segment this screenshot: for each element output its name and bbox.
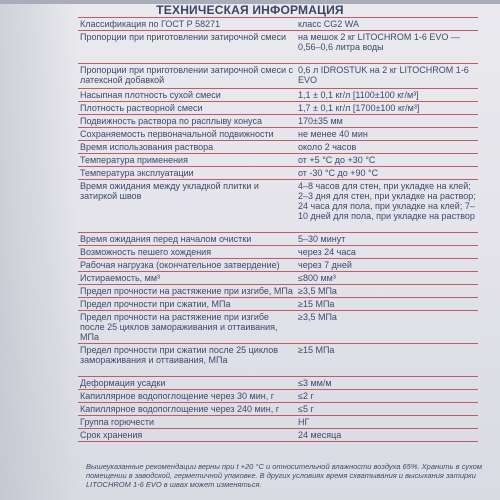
row-value: 1,1 ± 0,1 кг/л [1100±100 кг/м³] [298, 90, 419, 100]
row-value: 24 месяца [298, 430, 342, 440]
table-row [78, 403, 478, 416]
table-row [78, 128, 478, 141]
specs-table [78, 17, 478, 442]
row-value: ≤2 г [298, 391, 314, 401]
row-label: Сохраняемость первоначальной подвижности [80, 129, 274, 139]
row-label: Плотность растворной смеси [80, 103, 203, 113]
row-label: Время ожидания между укладкой плитки и затиркой швов [80, 181, 259, 201]
row-label: Время использования раствора [80, 142, 214, 152]
row-value: около 2 часов [298, 142, 357, 152]
row-label: Капиллярное водопоглощение через 30 мин, г [80, 391, 275, 401]
row-label: Рабочая нагрузка (окончательное затвердение) [80, 260, 280, 270]
row-value: не менее 40 мин [298, 129, 368, 139]
table-row [78, 390, 478, 403]
row-value: через 24 часа [298, 247, 356, 257]
table-row [78, 344, 478, 377]
table-row [78, 429, 478, 442]
table-row [78, 89, 478, 102]
table-row [78, 102, 478, 115]
table-row [78, 64, 478, 89]
row-label: Группа горючести [80, 417, 155, 427]
page-title: ТЕХНИЧЕСКАЯ ИНФОРМАЦИЯ [156, 3, 344, 17]
table-row [78, 115, 478, 128]
package-fold-shadow [0, 0, 78, 500]
row-label: Насыпная плотность сухой смеси [80, 90, 221, 100]
row-label: Температура применения [80, 155, 188, 165]
row-label: Пропорции при приготовлении затирочной смеси с латексной добавкой [80, 65, 293, 85]
row-value: ≥15 МПа [298, 299, 335, 309]
row-value: ≥3,5 МПа [298, 312, 337, 322]
table-row [78, 154, 478, 167]
row-value: от -30 °С до +90 °С [298, 168, 379, 178]
row-label: Предел прочности при сжатии, МПа [80, 299, 231, 309]
row-label: Капиллярное водопоглощение через 240 мин, г [80, 404, 280, 414]
row-label: Классификация по ГОСТ Р 58271 [80, 19, 221, 29]
row-value: на мешок 2 кг LITOCHROM 1-6 EVO — 0,56–0,6 литра воды [298, 32, 460, 52]
row-label: Деформация усадки [80, 378, 166, 388]
table-row [78, 167, 478, 180]
table-row [78, 246, 478, 259]
row-value: НГ [298, 417, 310, 427]
table-row [78, 233, 478, 246]
table-row [78, 141, 478, 154]
row-label: Время ожидания перед началом очистки [80, 234, 252, 244]
table-row [78, 272, 478, 285]
row-label: Подвижность раствора по расплыву конуса [80, 116, 262, 126]
row-value: класс CG2 WA [298, 19, 359, 29]
row-value: 170±35 мм [298, 116, 343, 126]
table-row [78, 285, 478, 298]
row-value: 4–8 часов для стен, при укладке на клей; 2–3 дня для стен, при укладке на раствор; 24 часа для пола, при укладке на клей; 7–10 дней для пола, при укладке на раствор [298, 181, 476, 221]
row-label: Пропорции при приготовлении затирочной смеси [80, 32, 286, 42]
row-label: Срок хранения [80, 430, 143, 440]
row-label: Температура эксплуатации [80, 168, 194, 178]
table-row [78, 31, 478, 64]
row-value: ≥3,5 МПа [298, 286, 337, 296]
row-value: через 7 дней [298, 260, 352, 270]
row-label: Возможность пешего хождения [80, 247, 212, 257]
footnote: Вышеуказанные рекомендации верны при t +20 °С и относительной влажности воздуха 65%. Хранить в сухом помещении в заводской, герметичной упаковке. В других условиях время схватывания и высыхания затирки LITOCHROM 1-6 EVO в швах может изменяться. [86, 462, 482, 489]
row-value: 1,7 ± 0,1 кг/л [1700±100 кг/м³] [298, 103, 420, 113]
row-value: ≤5 г [298, 404, 314, 414]
row-label: Истираемость, мм³ [80, 273, 161, 283]
row-label: Предел прочности при сжатии после 25 циклов замораживания и оттаивания, МПа [80, 345, 279, 365]
row-value: от +5 °С до +30 °С [298, 155, 376, 165]
row-label: Предел прочности на растяжение при изгибе после 25 циклов замораживания и оттаивания, МПа [80, 312, 278, 342]
table-row [78, 180, 478, 233]
table-row [78, 298, 478, 311]
row-value: 5–30 минут [298, 234, 346, 244]
table-row [78, 18, 478, 31]
table-row [78, 259, 478, 272]
row-value: ≤3 мм/м [298, 378, 332, 388]
table-row [78, 311, 478, 344]
row-label: Предел прочности на растяжение при изгибе, МПа [80, 286, 293, 296]
row-value: ≥15 МПа [298, 345, 335, 355]
row-value: ≤800 мм³ [298, 273, 336, 283]
table-row [78, 416, 478, 429]
row-value: 0,6 л IDROSTUK на 2 кг LITOCHROM 1-6 EVO [298, 65, 469, 85]
table-row [78, 377, 478, 390]
